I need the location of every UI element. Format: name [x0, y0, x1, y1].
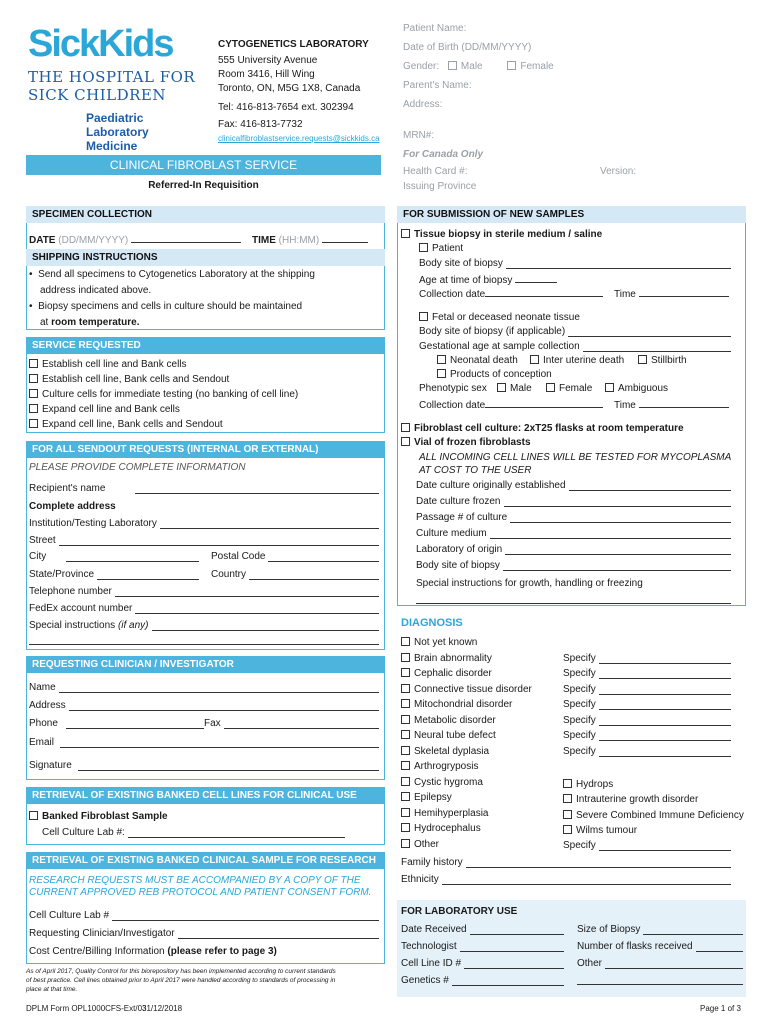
received-row: Date Received — [401, 924, 564, 935]
body-site2-row: Body site of biopsy (if applicable) — [419, 326, 731, 337]
clinician-name-field[interactable] — [59, 683, 379, 693]
other-row: Other — [577, 958, 743, 969]
received-field[interactable] — [470, 925, 564, 935]
clinician-address-field[interactable] — [69, 701, 379, 711]
clinician-name-row: Name — [29, 682, 379, 693]
diagnosis-item[interactable] — [401, 746, 489, 757]
form-subtitle: Referred-In Requisition — [148, 180, 259, 191]
pheno-ambiguous-checkbox[interactable] — [605, 383, 614, 392]
diagnosis-item[interactable] — [401, 777, 483, 788]
fedex-field[interactable] — [135, 604, 379, 614]
origin-row: Laboratory of origin — [416, 544, 731, 555]
diagnosis-item-label: Other — [414, 839, 440, 850]
fetal-item[interactable]: Fetal or deceased neonate tissue — [419, 312, 580, 323]
gender-label: Gender: — [403, 61, 440, 72]
stillbirth-item[interactable]: Stillbirth — [638, 355, 687, 366]
diagnosis-specify-row — [563, 653, 731, 664]
service-checkbox[interactable] — [29, 389, 38, 398]
footnote-1: As of April 2017, Quality Control for this biorepository has been implemented according to current standards — [26, 968, 336, 975]
diagnosis-item[interactable] — [401, 715, 496, 726]
version-label: Version: — [600, 166, 637, 177]
diagnosis-item[interactable] — [401, 684, 532, 695]
diagnosis-item-label: Brain abnormality — [414, 653, 492, 664]
time-row-2: Time — [614, 398, 729, 411]
body-site-row: Body site of biopsy — [419, 258, 731, 269]
diag-checkbox[interactable] — [401, 730, 410, 739]
research-investigator-row: Requesting Clinician/Investigator — [29, 928, 379, 939]
lab-address1: 555 University Avenue — [218, 55, 318, 66]
patient-dob-label: Date of Birth (DD/MM/YYYY) — [403, 42, 532, 53]
time-row-1: Time — [614, 287, 729, 300]
banked-lab-field[interactable] — [128, 828, 345, 838]
gest-age-field[interactable] — [583, 342, 731, 352]
passage-row: Passage # of culture — [416, 512, 731, 523]
lab-email[interactable]: clinicalfibroblastservice.requests@sickkids.ca — [218, 134, 380, 143]
family-history-row: Family history — [401, 857, 731, 868]
pheno-ambiguous-item[interactable]: Ambiguous — [605, 383, 668, 394]
patient-item[interactable]: Patient — [419, 243, 463, 254]
stillbirth-checkbox[interactable] — [638, 355, 647, 364]
diagnosis-specify-row — [563, 684, 731, 695]
date-label: DATE — [29, 235, 56, 246]
poc-checkbox[interactable] — [437, 369, 446, 378]
culture-checkbox[interactable] — [401, 423, 410, 432]
genetics-field[interactable] — [452, 976, 564, 986]
diagnosis-specify-row — [563, 715, 731, 726]
diag-checkbox[interactable] — [401, 761, 410, 770]
iud-checkbox[interactable] — [530, 355, 539, 364]
service-checkbox[interactable] — [29, 404, 38, 413]
lab-use-header: FOR LABORATORY USE — [401, 906, 518, 917]
collection-date-field[interactable] — [485, 287, 603, 297]
shipping-bullet-2b: at room temperature. — [40, 317, 140, 328]
frozen-checkbox[interactable] — [401, 437, 410, 446]
lab-name: CYTOGENETICS LABORATORY — [218, 39, 369, 50]
family-history-field[interactable] — [466, 858, 731, 868]
service-item-3[interactable]: Culture cells for immediate testing (no banking of cell line) — [29, 389, 298, 400]
diagnosis-specify-row — [563, 746, 731, 757]
recipient-row: Recipient's name — [29, 483, 379, 494]
clinician-fax-field[interactable] — [224, 719, 379, 729]
specify-label: Specify — [563, 684, 596, 695]
special-growth-label: Special instructions for growth, handling or freezing — [416, 578, 643, 589]
time-field-2[interactable] — [639, 398, 729, 408]
sendout-header: FOR ALL SENDOUT REQUESTS (INTERNAL OR EXTERNAL) — [26, 441, 385, 458]
diagnosis-item-label: Cystic hygroma — [414, 777, 483, 788]
size-row: Size of Biopsy — [577, 924, 743, 935]
time-field-1[interactable] — [639, 287, 729, 297]
diag-checkbox[interactable] — [401, 823, 410, 832]
institution-row: Institution/Testing Laboratory — [29, 518, 379, 529]
body-site-field[interactable] — [506, 259, 731, 269]
diag-checkbox[interactable] — [401, 777, 410, 786]
banked-lab-row: Cell Culture Lab #: — [42, 827, 345, 838]
diagnosis-item[interactable] — [401, 761, 478, 772]
specify-field[interactable] — [599, 685, 731, 695]
footer-date: 31/12/2018 — [142, 1004, 183, 1013]
frozen-item[interactable]: Vial of frozen fibroblasts — [401, 437, 531, 448]
diagnosis-item[interactable] — [401, 653, 492, 664]
diagnosis-item-label: Mitochondrial disorder — [414, 699, 513, 710]
origin-field[interactable] — [505, 545, 731, 555]
diag-checkbox[interactable] — [563, 825, 572, 834]
specify-label: Specify — [563, 730, 596, 741]
gender-male-checkbox[interactable] — [448, 61, 457, 70]
special-row: Special instructions (if any) — [29, 620, 379, 631]
technologist-field[interactable] — [460, 942, 564, 952]
other-specify-field[interactable] — [599, 841, 731, 851]
diagnosis-item-label: Not yet known — [414, 637, 478, 648]
diag-checkbox[interactable] — [401, 668, 410, 677]
poc-item[interactable]: Products of conception — [437, 369, 552, 380]
logo-hospital-line2: SICK CHILDREN — [28, 86, 166, 104]
specify-label: Specify — [563, 668, 596, 679]
parent-name-label: Parent's Name: — [403, 80, 472, 91]
clinician-email-row: Email — [29, 737, 379, 748]
fetal-checkbox[interactable] — [419, 312, 428, 321]
lab-tel: Tel: 416-813-7654 ext. 302394 — [218, 102, 354, 113]
postal-row: Postal Code — [211, 551, 379, 562]
passage-field[interactable] — [510, 513, 731, 523]
clinician-email-field[interactable] — [60, 738, 379, 748]
time-row — [252, 233, 368, 246]
patient-checkbox[interactable] — [419, 243, 428, 252]
research-header: RETRIEVAL OF EXISTING BANKED CLINICAL SAMPLE FOR RESEARCH — [26, 852, 385, 869]
time-field[interactable] — [322, 233, 368, 243]
collection-date2-field[interactable] — [485, 398, 603, 408]
specify-field[interactable] — [599, 700, 731, 710]
diag-checkbox[interactable] — [563, 779, 572, 788]
clinician-signature-row: Signature — [29, 760, 379, 771]
service-checkbox[interactable] — [29, 359, 38, 368]
specify-field[interactable] — [599, 731, 731, 741]
form-title: CLINICAL FIBROBLAST SERVICE — [26, 155, 381, 175]
cell-line-field[interactable] — [464, 959, 564, 969]
diag-checkbox[interactable] — [563, 794, 572, 803]
time-label: TIME — [252, 235, 276, 246]
diagnosis-specify-row — [563, 730, 731, 741]
diagnosis-item[interactable] — [401, 839, 439, 850]
shipping-bullet-2a: • Biopsy specimens and cells in culture should be maintained — [29, 301, 303, 312]
collection-date2-row: Collection date — [419, 398, 603, 411]
diag-right-item-scid[interactable]: Severe Combined Immune Deficiency — [563, 810, 744, 821]
iud-item[interactable]: Inter uterine death — [530, 355, 624, 366]
date-field[interactable] — [131, 233, 241, 243]
clinician-phone-field[interactable] — [66, 719, 204, 729]
frozen-date-row: Date culture frozen — [416, 496, 731, 507]
diag-checkbox[interactable] — [401, 715, 410, 724]
service-checkbox[interactable] — [29, 374, 38, 383]
ethnicity-field[interactable] — [442, 875, 731, 885]
diagnosis-item-label: Metabolic disorder — [414, 715, 496, 726]
mycoplasma-note-2: AT COST TO THE USER — [419, 465, 532, 476]
diagnosis-item[interactable] — [401, 730, 496, 741]
established-field[interactable] — [569, 481, 731, 491]
pheno-sex-row: Phenotypic sex — [419, 383, 487, 394]
special-field-2[interactable] — [29, 635, 379, 645]
research-billing: Cost Centre/Billing Information (please refer to page 3) — [29, 946, 277, 957]
specify-label: Specify — [563, 653, 596, 664]
complete-address-label: Complete address — [29, 501, 116, 512]
diag-checkbox[interactable] — [401, 808, 410, 817]
lab-fax: Fax: 416-813-7732 — [218, 119, 303, 130]
logo-dept-line1: Paediatric — [86, 111, 144, 125]
diagnosis-item[interactable] — [401, 792, 452, 803]
service-requested-header: SERVICE REQUESTED — [26, 337, 385, 354]
shipping-instructions-header: SHIPPING INSTRUCTIONS — [26, 249, 385, 266]
culture-item[interactable]: Fibroblast cell culture: 2xT25 flasks at room temperature — [401, 423, 684, 434]
diagnosis-item-label: Epilepsy — [414, 792, 452, 803]
specimen-collection-header: SPECIMEN COLLECTION — [26, 206, 385, 223]
special-field[interactable] — [152, 621, 380, 631]
research-note-2: CURRENT APPROVED REB PROTOCOL AND PATIENT CONSENT FORM. — [29, 887, 372, 898]
research-investigator-field[interactable] — [178, 929, 379, 939]
sendout-note: PLEASE PROVIDE COMPLETE INFORMATION — [29, 462, 246, 473]
service-checkbox[interactable] — [29, 419, 38, 428]
diag-checkbox[interactable] — [401, 839, 410, 848]
patient-address-label: Address: — [403, 99, 443, 110]
gest-age-row: Gestational age at sample collection — [419, 341, 731, 352]
special-growth-field[interactable] — [416, 594, 731, 604]
research-lab-field[interactable] — [112, 911, 379, 921]
service-item-1[interactable]: Establish cell line and Bank cells — [29, 359, 187, 370]
telephone-field[interactable] — [115, 587, 379, 597]
diag-right-item-wilms[interactable]: Wilms tumour — [563, 825, 637, 836]
sickkids-logo — [28, 24, 198, 153]
telephone-row: Telephone number — [29, 586, 379, 597]
service-item-4[interactable]: Expand cell line and Bank cells — [29, 404, 180, 415]
diagnosis-item-label: Hydrocephalus — [414, 823, 481, 834]
new-samples-header: FOR SUBMISSION OF NEW SAMPLES — [397, 206, 746, 223]
time-format: (HH:MM) — [278, 235, 320, 246]
date-format: (DD/MM/YYYY) — [58, 235, 129, 246]
clinician-phone-row: Phone — [29, 718, 204, 729]
collection-date-row: Collection date — [419, 287, 603, 300]
body-site3-field[interactable] — [503, 561, 731, 571]
diag-other-specify-row: Specify — [563, 840, 731, 851]
medium-field[interactable] — [490, 529, 731, 539]
service-item-5[interactable]: Expand cell line, Bank cells and Sendout — [29, 419, 223, 430]
specify-field[interactable] — [599, 716, 731, 726]
footnote-2: of best practice. Cell lines obtained prior to April 2017 were handled according to standards of processing in — [26, 977, 336, 984]
banked-checkbox[interactable] — [29, 811, 38, 820]
ethnicity-row: Ethnicity — [401, 874, 731, 885]
footer-form: DPLM Form OPL1000CFS-Ext/03 — [26, 1004, 147, 1013]
clinician-signature-field[interactable] — [78, 761, 379, 771]
body-site3-row: Body site of biopsy — [416, 560, 731, 571]
age-field[interactable] — [515, 273, 557, 283]
patient-name-label: Patient Name: — [403, 23, 467, 34]
specify-field[interactable] — [599, 669, 731, 679]
specify-label: Specify — [563, 746, 596, 757]
diagnosis-item[interactable] — [401, 637, 477, 648]
country-field[interactable] — [249, 570, 379, 580]
logo-dept-line2: Laboratory Medicine — [86, 125, 149, 153]
specify-field[interactable] — [599, 654, 731, 664]
street-row: Street — [29, 535, 379, 546]
mycoplasma-note-1: ALL INCOMING CELL LINES WILL BE TESTED FOR MYCOPLASMA — [419, 452, 732, 463]
footer-page: Page 1 of 3 — [700, 1004, 741, 1013]
neonatal-checkbox[interactable] — [437, 355, 446, 364]
logo-hospital-line1: THE HOSPITAL FOR — [28, 68, 196, 86]
recipient-field[interactable] — [135, 484, 379, 494]
shipping-bullet-1a: • Send all specimens to Cytogenetics Laboratory at the shipping — [29, 269, 315, 280]
postal-field[interactable] — [268, 552, 379, 562]
neonatal-item[interactable]: Neonatal death — [437, 355, 518, 366]
shipping-bullet-1b: address indicated above. — [40, 285, 152, 296]
lab-address2: Room 3416, Hill Wing — [218, 69, 315, 80]
diag-right-item-hydrops[interactable]: Hydrops — [563, 779, 613, 790]
footnote-3: place at that time. — [26, 986, 78, 993]
pheno-female-item[interactable]: Female — [546, 383, 592, 394]
specify-field[interactable] — [599, 747, 731, 757]
flasks-field[interactable] — [696, 942, 743, 952]
diagnosis-header: DIAGNOSIS — [401, 617, 463, 629]
state-field[interactable] — [97, 570, 199, 580]
pheno-female-checkbox[interactable] — [546, 383, 555, 392]
other-field[interactable] — [605, 959, 743, 969]
technologist-row: Technologist — [401, 941, 564, 952]
service-item-2[interactable]: Establish cell line, Bank cells and Sendout — [29, 374, 229, 385]
state-row: State/Province — [29, 569, 199, 580]
diagnosis-item-label: Hemihyperplasia — [414, 808, 489, 819]
pheno-male-checkbox[interactable] — [497, 383, 506, 392]
medium-row: Culture medium — [416, 528, 731, 539]
diagnosis-item-label: Arthrogryposis — [414, 761, 479, 772]
clinician-header: REQUESTING CLINICIAN / INVESTIGATOR — [26, 656, 385, 673]
issuing-province-label: Issuing Province — [403, 181, 477, 192]
diag-checkbox[interactable] — [401, 792, 410, 801]
cell-line-row: Cell Line ID # — [401, 958, 564, 969]
gender-female-checkbox[interactable] — [507, 61, 516, 70]
size-field[interactable] — [643, 925, 743, 935]
diagnosis-item[interactable] — [401, 808, 488, 819]
for-canada-only: For Canada Only — [403, 149, 484, 160]
research-lab-row: Cell Culture Lab # — [29, 910, 379, 921]
pheno-male-item[interactable]: Male — [497, 383, 532, 394]
clinician-address-row: Address — [29, 700, 379, 711]
patient-gender-row — [403, 61, 554, 72]
age-row: Age at time of biopsy — [419, 273, 557, 286]
other-field-2[interactable] — [577, 975, 743, 985]
fedex-row: FedEx account number — [29, 603, 379, 614]
diag-checkbox[interactable] — [401, 746, 410, 755]
institution-field[interactable] — [160, 519, 379, 529]
logo-brand: SickKids — [28, 23, 173, 65]
mrn-label: MRN#: — [403, 130, 435, 141]
diag-checkbox[interactable] — [401, 637, 410, 646]
gender-male-label: Male — [460, 61, 483, 72]
diag-right-item-iugr[interactable]: Intrauterine growth disorder — [563, 794, 698, 805]
diagnosis-item-label: Neural tube defect — [414, 730, 496, 741]
date-row — [29, 233, 241, 246]
lab-address3: Toronto, ON, M5G 1X8, Canada — [218, 83, 361, 94]
diag-checkbox[interactable] — [401, 699, 410, 708]
diagnosis-item-label: Cephalic disorder — [414, 668, 492, 679]
body-site2-field[interactable] — [568, 327, 731, 337]
diagnosis-specify-row — [563, 668, 731, 679]
diagnosis-item-label: Skeletal dyplasia — [414, 746, 490, 757]
frozen-date-field[interactable] — [504, 497, 732, 507]
country-row: Country — [211, 569, 379, 580]
diagnosis-item[interactable] — [401, 699, 512, 710]
flasks-row: Number of flasks received — [577, 941, 743, 952]
specify-label: Specify — [563, 699, 596, 710]
diagnosis-item[interactable] — [401, 668, 492, 679]
diag-checkbox[interactable] — [563, 810, 572, 819]
genetics-row: Genetics # — [401, 975, 564, 986]
street-field[interactable] — [59, 536, 379, 546]
diagnosis-specify-row — [563, 699, 731, 710]
research-note-1: RESEARCH REQUESTS MUST BE ACCOMPANIED BY A COPY OF THE — [29, 875, 361, 886]
banked-header: RETRIEVAL OF EXISTING BANKED CELL LINES FOR CLINICAL USE — [26, 787, 385, 804]
diagnosis-item[interactable] — [401, 823, 481, 834]
tissue-checkbox[interactable] — [401, 229, 410, 238]
diag-checkbox[interactable] — [401, 653, 410, 662]
clinician-fax-row: Fax — [204, 718, 379, 729]
established-row: Date culture originally established — [416, 480, 731, 491]
gender-female-label: Female — [520, 61, 554, 72]
banked-item[interactable]: Banked Fibroblast Sample — [29, 811, 168, 822]
city-row: City — [29, 551, 199, 562]
diag-checkbox[interactable] — [401, 684, 410, 693]
specify-label: Specify — [563, 715, 596, 726]
city-field[interactable] — [66, 552, 199, 562]
health-card-label: Health Card #: — [403, 166, 468, 177]
diagnosis-item-label: Connective tissue disorder — [414, 684, 532, 695]
tissue-biopsy-item[interactable]: Tissue biopsy in sterile medium / saline — [401, 229, 602, 240]
